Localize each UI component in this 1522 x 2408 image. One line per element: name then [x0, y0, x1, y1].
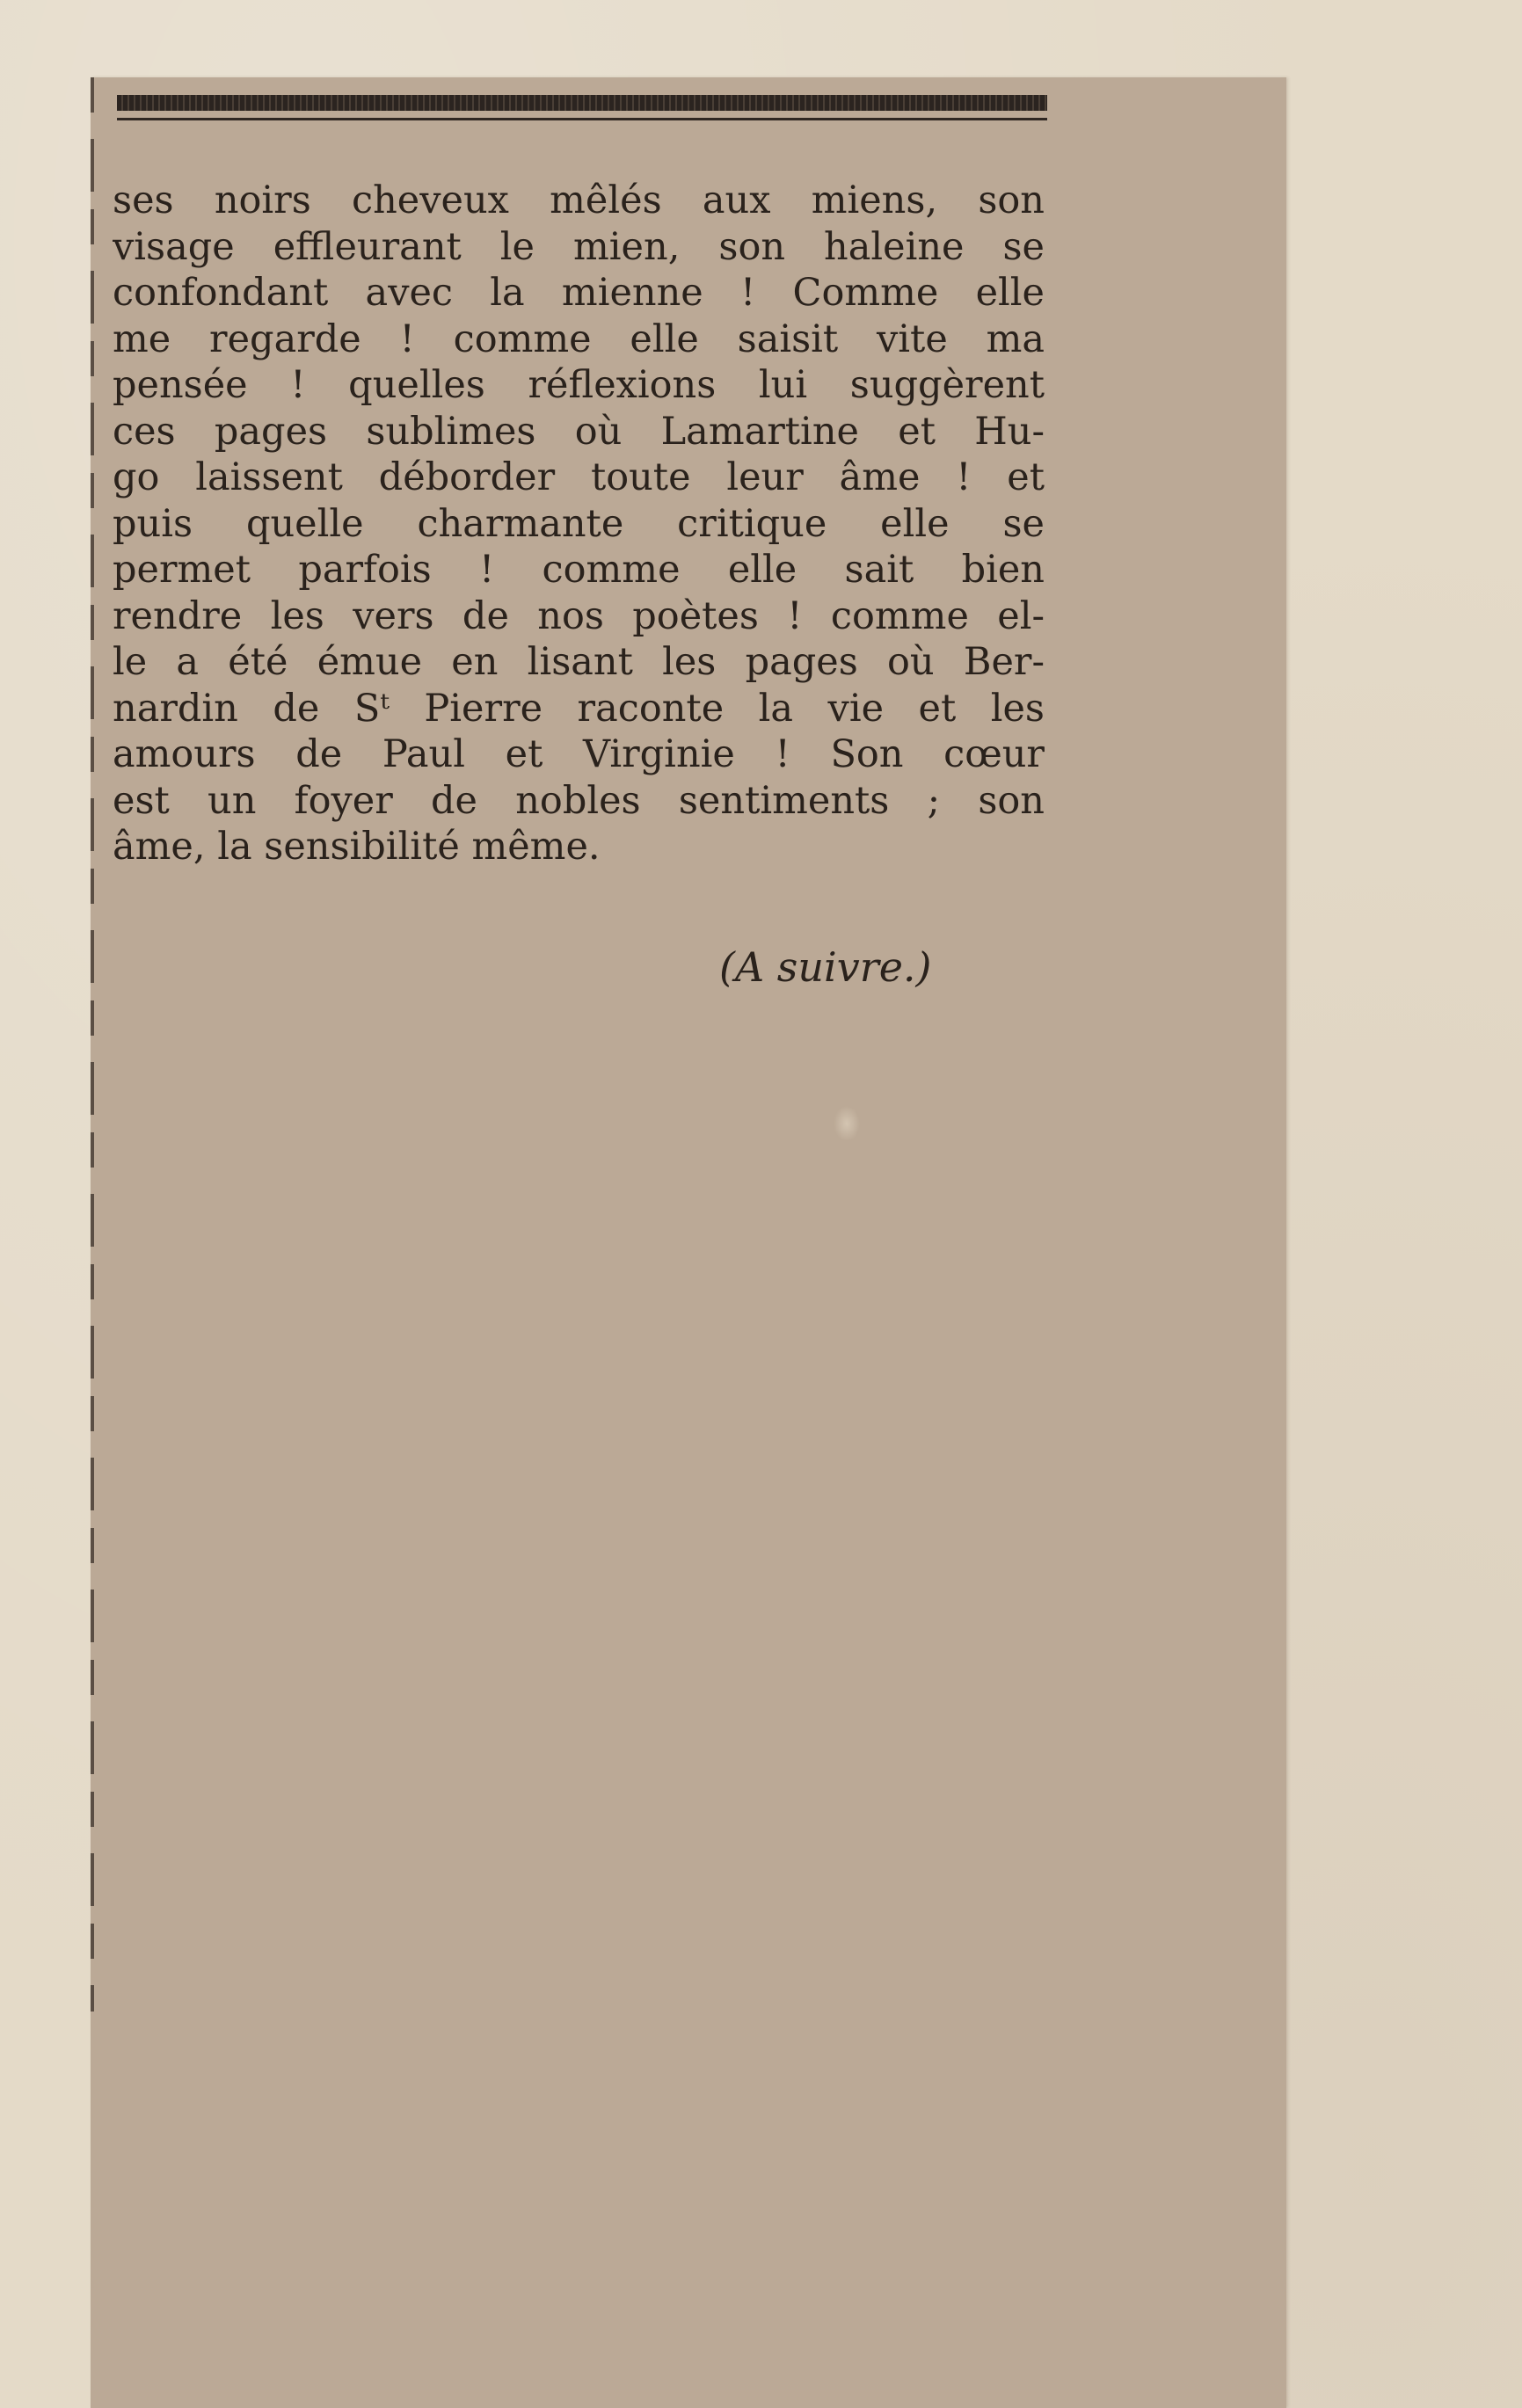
text-line: le a été émue en lisant les pages où Ber- [113, 640, 1045, 684]
top-rule-thin [117, 118, 1047, 120]
text-line: ces pages sublimes où Lamartine et Hu- [113, 409, 1045, 454]
text-line: me regarde ! comme elle saisit vite ma [113, 316, 1045, 361]
top-rule-thick [117, 95, 1047, 111]
text-line: permet parfois ! comme elle sait bien [113, 548, 1045, 592]
article-text [113, 178, 1053, 870]
text-line: visage effleurant le mien, son haleine se [113, 224, 1045, 269]
text-line-final: âme, la sensibilité même. [113, 825, 601, 869]
text-line: est un foyer de nobles sentiments ; son [113, 778, 1045, 823]
text-line: go laissent déborder toute leur âme ! et [113, 455, 1045, 499]
paper-speck [834, 1106, 860, 1141]
text-line: rendre les vers de nos poètes ! comme el- [113, 593, 1045, 638]
text-line: pensée ! quelles réflexions lui suggèrent [113, 363, 1045, 407]
text-line: confondant avec la mienne ! Comme elle [113, 271, 1045, 315]
column-rule-left [91, 77, 94, 2012]
text-line: puis quelle charmante critique elle se [113, 501, 1045, 546]
to-be-continued-note: (A suivre.) [719, 943, 932, 991]
text-line: ses noirs cheveux mêlés aux miens, son [113, 178, 1045, 222]
text-line: amours de Paul et Virginie ! Son cœur [113, 732, 1045, 776]
text-line: nardin de Sᵗ Pierre raconte la vie et les [113, 686, 1045, 731]
